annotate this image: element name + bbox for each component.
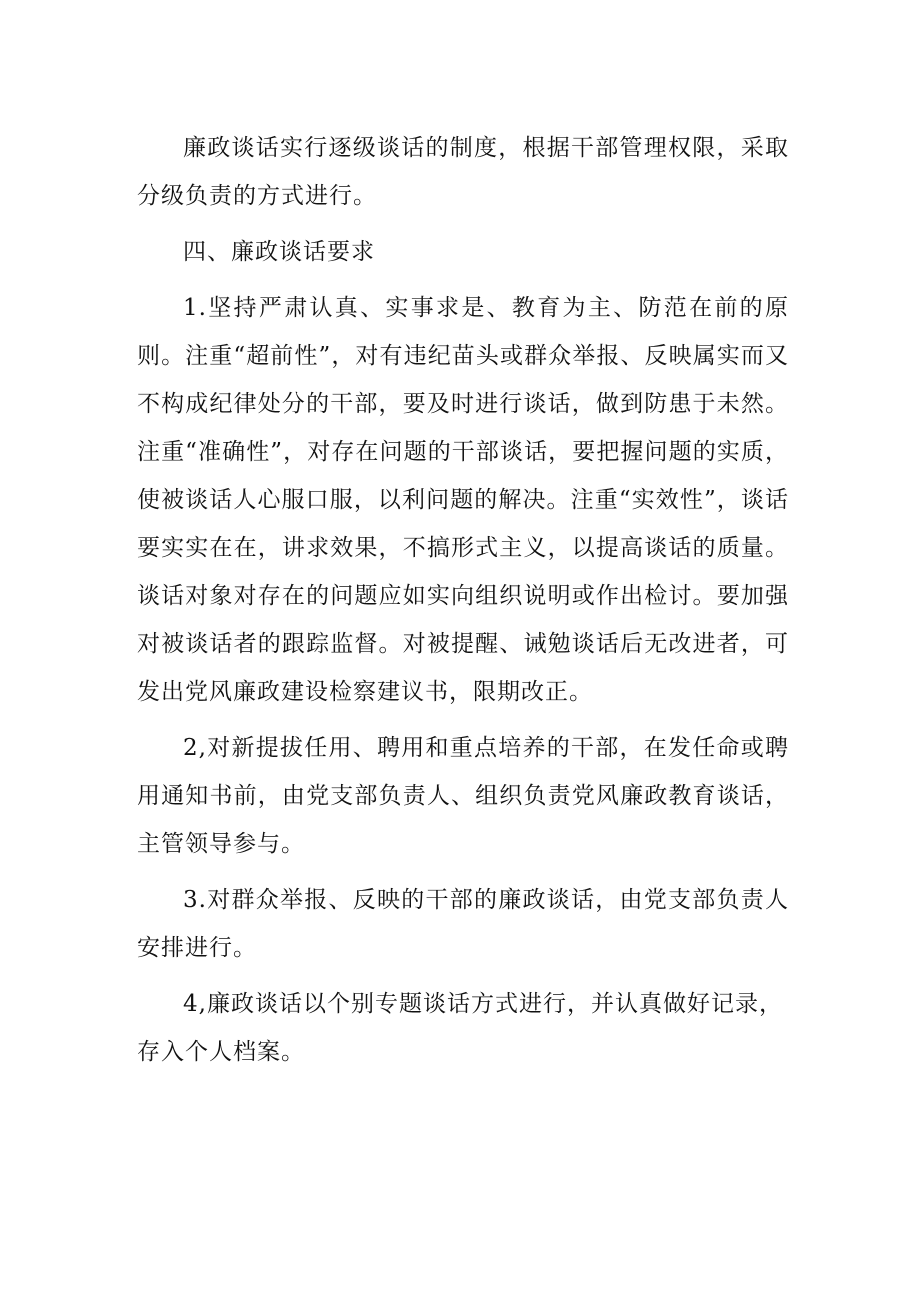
paragraph-requirement-4 [137, 980, 789, 1076]
paragraph-talk-system: 廉政谈话实行逐级谈话的制度，根据干部管理权限，采取分级负责的方式进行。 [137, 135, 789, 209]
paragraph-requirement-2: 2,对新提拔任用、聘用和重点培养的干部，在发任命或聘用通知书前，由党支部负责人、组织负责党风廉政教育谈话，主管领导参与。 [137, 735, 789, 857]
section-heading-requirements: 四、廉政谈话要求 [183, 239, 375, 265]
paragraph-requirement-3: 3.对群众举报、反映的干部的廉政谈话，由党支部负责人安排进行。 [137, 887, 789, 961]
requirement-4-line-2: 存入个人档案。 [137, 1039, 305, 1065]
requirement-4-line-1: 4,廉政谈话以个别专题谈话方式进行，并认真做好记录， [183, 991, 783, 1017]
document-body [137, 124, 789, 1076]
paragraph-requirement-1: 1.坚持严肃认真、实事求是、教育为主、防范在前的原则。注重“超前性”，对有违纪苗头或群众举报、反映属实而又不构成纪律处分的干部，要及时进行谈话，做到防患于未然。注重“准确性”，对存在问题的干部谈话，要把握问题的实质，使被谈话人心服口服，以利问题的解决。注重“实效性”，谈话要实实在在，讲求效果，不搞形式主义，以提高谈话的质量。谈话对象对存在的问题应如实向组织说明或作出检讨。要加强对被谈话者的跟踪监督。对被提醒、诫勉谈话后无改进者，可发出党风廉政建设检察建议书，限期改正。 [137, 295, 789, 705]
